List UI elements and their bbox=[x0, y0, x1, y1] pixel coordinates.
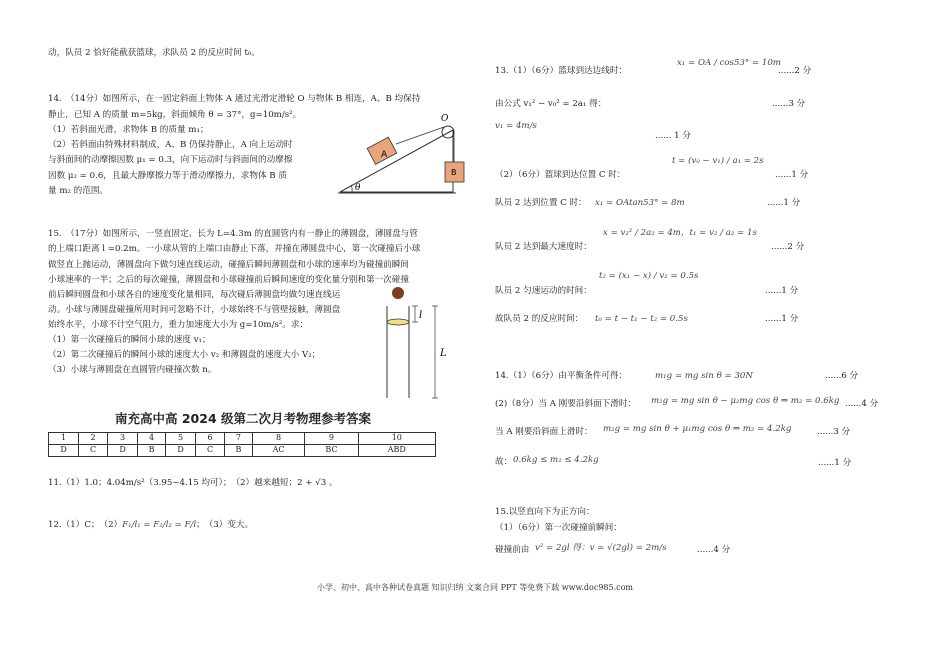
answer-11: 11.（1）1.0；4.04m/s²（3.95~4.15 均可）； （2）越来越短；2 + √3 。 bbox=[48, 478, 338, 488]
r14-score: ......4 分 bbox=[845, 399, 879, 409]
r15-formula: m₂g = mg sin θ + μ₁mg cos θ ⇒ m₂ = 4.2kg bbox=[603, 424, 792, 434]
label-a: A bbox=[381, 150, 388, 160]
q15-line-9: （2）第二次碰撞后的瞬间小球的速度大小 v₂ 和薄圆盘的速度大小 V₂； bbox=[48, 350, 321, 360]
r5-formula: t = (v₀ − v₁) / a₁ = 2s bbox=[672, 156, 764, 166]
r3-formula: v₁ = 4m/s bbox=[495, 121, 537, 131]
q14-line-4: （2）若斜面由特殊材料制成，A、B 仍保持静止，A 向上运动时 bbox=[48, 140, 293, 150]
r16-text: 故： bbox=[495, 457, 513, 467]
q15-line-2: 的上端口距离 l =0.2m。一小球从管的上端口由静止下落，并撞在薄圆盘中心，第一次碰撞后小球 bbox=[48, 244, 421, 254]
r11-score: ......1 分 bbox=[765, 286, 799, 296]
r16-score: ......1 分 bbox=[818, 458, 852, 468]
q15-line-4: 小球速率的一半；之后的每次碰撞，薄圆盘和小球碰撞前后瞬间速度的变化量分别和第一次碰撞 bbox=[48, 275, 409, 285]
label-small-l: l bbox=[419, 310, 423, 321]
answer-12 bbox=[48, 520, 253, 532]
table-row-numbers bbox=[49, 433, 436, 445]
r15-score: ......3 分 bbox=[817, 427, 851, 437]
r8-formula: x = v₂² / 2a₂ = 4m，t₁ = v₂ / a₂ = 1s bbox=[603, 228, 757, 238]
r19-score: ......4 分 bbox=[697, 545, 731, 555]
label-big-l: L bbox=[440, 348, 447, 359]
r6-text: （2）（6分）篮球到达位置 C 时： bbox=[495, 170, 626, 180]
q15-line-6: 动。小球与薄圆盘碰撞所用时间可忽略不计，小球始终不与管壁接触，薄圆盘 bbox=[48, 305, 341, 315]
table-cell: D bbox=[49, 444, 79, 456]
q15-line-3: 做竖直上抛运动，薄圆盘向下做匀速直线运动，碰撞后瞬间薄圆盘和小球的速率均为碰撞前瞬间 bbox=[48, 260, 409, 270]
r17-text: 15.以竖直向下为正方向： bbox=[495, 507, 595, 517]
label-theta: θ bbox=[355, 183, 361, 193]
table-cell: B bbox=[225, 444, 253, 456]
r1-score: ......2 分 bbox=[778, 66, 812, 76]
table-cell: 4 bbox=[138, 433, 166, 445]
r15-text: 当 A 刚要沿斜面上滑时： bbox=[495, 427, 593, 437]
r7-formula: x₁ = OAtan53° = 8m bbox=[595, 198, 685, 208]
r1-text: 13.（1）（6分）篮球到达边线时： bbox=[495, 66, 628, 76]
answer-12-formula: F₁/l₁ = F₂/l₂ = F/l bbox=[122, 520, 197, 530]
table-cell: ABD bbox=[358, 444, 435, 456]
table-cell: D bbox=[107, 444, 137, 456]
table-cell: 2 bbox=[79, 433, 108, 445]
answer-title: 南充高中高 2024 级第二次月考物理参考答案 bbox=[115, 411, 371, 426]
table-cell: 9 bbox=[305, 433, 358, 445]
r9-score: ......2 分 bbox=[771, 242, 805, 252]
r11-text: 队员 2 匀速运动的时间： bbox=[495, 286, 592, 296]
table-cell: 8 bbox=[252, 433, 304, 445]
table-cell: C bbox=[196, 444, 225, 456]
q14-line-6: 因数 μ₂ = 0.6，且最大静摩擦力等于滑动摩擦力，求物体 B 质 bbox=[48, 171, 287, 181]
table-cell: BC bbox=[305, 444, 358, 456]
q15-line-5: 前后瞬间圆盘和小球各自的速度变化量相同，每次碰后薄圆盘均做匀速直线运 bbox=[48, 290, 341, 300]
r13-score: ......6 分 bbox=[825, 371, 859, 381]
label-o: O bbox=[441, 114, 449, 124]
r2-score: ......3 分 bbox=[772, 99, 806, 109]
answer-12-prefix: 12.（1）C； （2） bbox=[48, 520, 123, 530]
q14-line-2: 静止，已知 A 的质量 m=5kg，斜面倾角 θ = 37°，g=10m/s²。 bbox=[48, 110, 302, 120]
table-cell: 6 bbox=[196, 433, 225, 445]
r4-score: ...... 1 分 bbox=[655, 131, 691, 141]
r12-text: 故队员 2 的反应时间： bbox=[495, 314, 584, 324]
r12-formula: t₀ = t − t₁ − t₂ = 0.5s bbox=[595, 314, 688, 324]
r14-formula: m₂g = mg sin θ − μ₂mg cos θ ⇒ m₂ = 0.6kg bbox=[651, 396, 840, 406]
r10-formula: t₂ = (x₁ − x) / v₂ = 0.5s bbox=[599, 271, 699, 281]
q14-line-1: 14. （14分）如图所示，在一固定斜面上物体 A 通过光滑定滑轮 O 与物体 B 相连，A、B 均保持 bbox=[48, 94, 421, 104]
table-row-answers bbox=[49, 444, 436, 456]
r6-score: ......1 分 bbox=[775, 170, 809, 180]
answer-table bbox=[48, 432, 436, 457]
r7-text: 队员 2 达到位置 C 时： bbox=[495, 198, 587, 208]
answer-12-suffix: ； （3）变大。 bbox=[196, 520, 254, 530]
r13-formula: m₁g = mg sin θ = 30N bbox=[655, 371, 753, 381]
q14-line-5: 与斜面间的动摩擦因数 μ₁ = 0.3，向下运动时与斜面间的动摩擦 bbox=[48, 155, 293, 165]
table-cell: AC bbox=[252, 444, 304, 456]
label-b: B bbox=[451, 168, 457, 177]
r12-score: ......1 分 bbox=[765, 314, 799, 324]
table-cell: 10 bbox=[358, 433, 435, 445]
intro-line: 动，队员 2 恰好能截获篮球，求队员 2 的反应时间 t₀。 bbox=[48, 48, 260, 58]
page-footer: 小学、初中、高中各种试卷真题 知识归纳 文案合同 PPT 等免费下载 www.doc985.com bbox=[316, 583, 634, 592]
left-column bbox=[48, 0, 457, 650]
q15-line-8: （1）第一次碰撞后的瞬间小球的速度 v₁； bbox=[48, 335, 211, 345]
table-cell: 3 bbox=[107, 433, 137, 445]
disk-icon bbox=[387, 319, 409, 325]
r9-text: 队员 2 达到最大速度时： bbox=[495, 242, 592, 252]
r1-formula: x₁ = OA / cos53° = 10m bbox=[677, 58, 781, 68]
r7-score: ......1 分 bbox=[767, 198, 801, 208]
table-cell: B bbox=[138, 444, 166, 456]
q15-line-7: 始终水平，小球不计空气阻力，重力加速度大小为 g=10m/s²。求： bbox=[48, 320, 309, 330]
right-column bbox=[495, 0, 915, 650]
r14-text: (2)（8分）当 A 刚要沿斜面下滑时： bbox=[495, 399, 637, 409]
tube-disk-figure bbox=[383, 284, 463, 400]
table-cell: 7 bbox=[225, 433, 253, 445]
table-cell: 1 bbox=[49, 433, 79, 445]
table-cell: 5 bbox=[166, 433, 196, 445]
q14-line-3: （1）若斜面光滑，求物体 B 的质量 m₁； bbox=[48, 125, 209, 135]
table-cell: D bbox=[166, 444, 196, 456]
q15-line-1: 15. （17分）如图所示，一竖直固定、长为 L=4.3m 的直圆管内有一静止的薄圆盘，薄圆盘与管 bbox=[48, 229, 418, 239]
r13-text: 14.（1）（6分）由平衡条件可得： bbox=[495, 371, 628, 381]
q14-line-7: 量 m₂ 的范围。 bbox=[48, 186, 109, 196]
ball-icon bbox=[392, 287, 404, 299]
pulley-icon bbox=[442, 126, 454, 138]
r16-formula: 0.6kg ≤ m₂ ≤ 4.2kg bbox=[513, 455, 599, 465]
incline-pulley-figure bbox=[338, 112, 468, 197]
r19-text: 碰撞前由 bbox=[495, 545, 530, 555]
r18-text: （1）（6分）第一次碰撞前瞬间： bbox=[495, 523, 622, 533]
r19-formula: v² = 2gl 得：v = √(2gl) = 2m/s bbox=[535, 543, 667, 553]
table-cell: C bbox=[79, 444, 108, 456]
r2-text: 由公式 v₁² − v₀² = 2a₁ 得： bbox=[495, 99, 607, 109]
q15-line-10: （3）小球与薄圆盘在直圆管内碰撞次数 n。 bbox=[48, 365, 217, 375]
